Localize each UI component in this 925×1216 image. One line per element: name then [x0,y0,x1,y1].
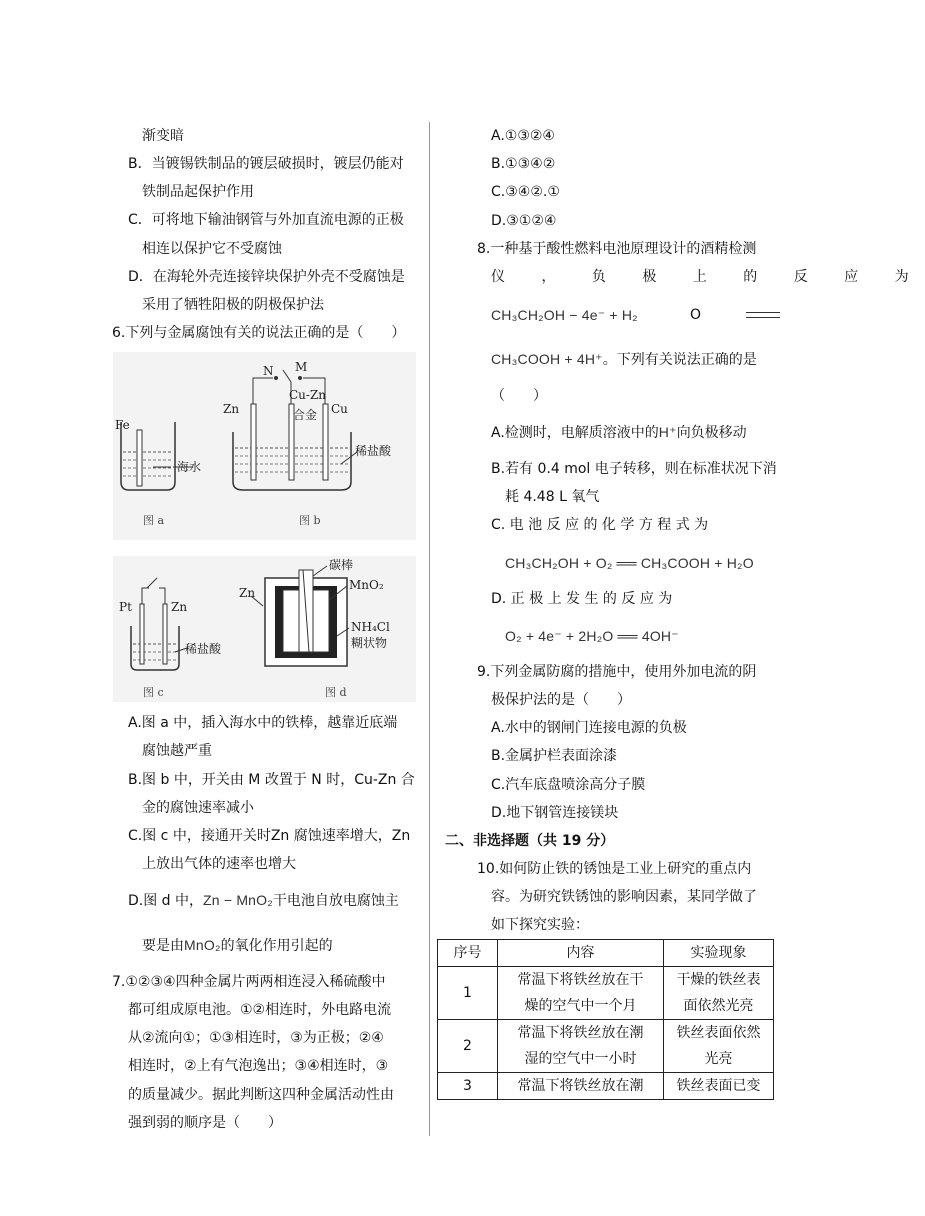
table-row [438,1073,774,1100]
text-line: 上放出气体的速率也增大 [142,856,296,872]
option-8b: B.若有 0.4 mol 电子转移，则在标准状况下消 [491,461,777,477]
cell-line: 光亮 [704,1051,733,1067]
option-7a: A.①③②④ [491,128,555,144]
section-heading: 二、非选择题（共 19 分） [445,833,615,849]
option-7b: B.①③④② [491,156,556,172]
text-line: 渐变暗 [142,128,184,144]
text-line: 采用了牺牲阳极的阴极保护法 [142,297,324,313]
option-8c: C. 电 池 反 应 的 化 学 方 程 式 为 [491,517,709,533]
text-line: 极保护法的是（ ） [491,692,631,708]
question-8: 8.一种基于酸性燃料电池原理设计的酒精检测 [477,241,757,257]
question-6: 6.下列与金属腐蚀有关的说法正确的是（ ） [112,325,406,341]
cell-line: 面依然光亮 [683,998,754,1014]
text-fragment: 向负极移动 [676,425,747,441]
column-divider [429,122,430,1136]
cell-content [498,1020,664,1073]
option-9d: D.地下钢管连接镁块 [491,805,619,821]
label-seawater: 海水 [177,460,202,474]
cell-no: 3 [438,1073,498,1100]
cell-no: 1 [438,967,498,1020]
label-acid-c: 稀盐酸 [185,642,222,656]
cell-line: 常温下将铁丝放在潮 [517,1078,644,1094]
cell-phenomenon [664,967,774,1020]
text-line: 的质量减少。据此判断这四种金属活动性由 [128,1087,394,1103]
formula: MnO₂ [184,937,221,953]
label-zn-c: Zn [171,600,188,614]
text-line: 都可组成原电池。①②相连时，外电路电流 [128,1002,392,1018]
label-cuzn: Cu-Zn [289,388,327,402]
cell-phenomenon [664,1020,774,1073]
question-7: 7.①②③④四种金属片两两相连浸入稀硫酸中 [112,974,386,990]
option-b: B．当镀锡铁制品的镀层破损时，镀层仍能对 [128,156,404,172]
text-line [491,349,757,370]
text-line: 强到弱的顺序是（ ） [128,1115,282,1131]
label-alloy: 合金 [293,408,318,422]
formula: Zn − MnO₂ [203,892,273,908]
label-carbon-rod: 碳棒 [329,558,354,572]
text-line: 从②流向①；①③相连时，③为正极；②④ [128,1030,384,1046]
formula: CH₃CH₂OH − 4e⁻ + H₂ [491,307,638,323]
text-fragment: D.图 d 中， [128,893,204,909]
option-8a [491,422,747,443]
question-10: 10.如何防止铁的锈蚀是工业上研究的重点内 [477,861,752,877]
cell-line: 常温下将铁丝放在干 [517,972,644,988]
text-fragment: 的氧化作用引起的 [220,938,333,954]
header-cell: 实验现象 [664,940,774,967]
cell-line: 湿的空气中一小时 [524,1051,637,1067]
header-cell: 内容 [498,940,664,967]
option-6c: C.图 c 中，接通开关时Zn 腐蚀速率增大，Zn [128,828,411,844]
label-pt: Pt [119,600,132,614]
table-row [438,967,774,1020]
text-line: 相连时，②上有气泡逸出；③④相连时，③ [128,1058,389,1074]
figure-cd [113,556,416,702]
cell-content [498,1073,664,1100]
caption-d: 图 d [325,686,347,699]
label-acid: 稀盐酸 [355,444,392,458]
option-c: C．可将地下输油钢管与外加直流电源的正极 [128,212,404,228]
option-7c: C.③④②.① [491,184,560,200]
text-line: 如下探究实验： [491,917,589,933]
label-paste: 糊状物 [351,636,388,650]
label-n: N [263,364,274,378]
question-9: 9.下列金属防腐的措施中，使用外加电流的阴 [477,664,757,680]
caption-b: 图 b [299,514,321,527]
cell-line: 燥的空气中一个月 [524,998,637,1014]
text-line: 铁制品起保护作用 [142,184,254,200]
experiment-table [437,939,774,1100]
text-line: 相连以保护它不受腐蚀 [142,241,282,257]
label-m: M [295,360,308,374]
table-row [438,1020,774,1073]
formula-o: O [690,307,702,323]
cell-no: 2 [438,1020,498,1073]
text-line [142,935,333,956]
option-6b: B.图 b 中，开关由 M 改置于 N 时，Cu-Zn 合 [128,772,415,788]
label-zn: Zn [223,402,240,416]
text-line: 金的腐蚀速率减小 [142,800,254,816]
label-nh4cl: NH₄Cl [351,620,390,634]
text-line: 耗 4.48 L 氧气 [505,489,600,505]
figure-ab [113,352,416,540]
label-mno2: MnO₂ [349,578,384,592]
text-fragment: A.检测时，电解质溶液中的 [491,425,659,441]
option-d: D．在海轮外壳连接锌块保护外壳不受腐蚀是 [128,269,405,285]
cell-line: 铁丝表面已变 [676,1078,761,1094]
text-fragment: 干电池自放电腐蚀主 [272,893,399,909]
option-7d: D.③①②④ [491,213,557,229]
header-cell: 序号 [438,940,498,967]
formula: O₂ + 4e⁻ + 2H₂O ══ 4OH⁻ [505,628,679,644]
cell-content [498,967,664,1020]
option-9c: C.汽车底盘喷涂高分子膜 [491,777,646,793]
option-6d [128,890,399,911]
text-line: 腐蚀越严重 [142,743,212,759]
formula: H⁺ [658,424,677,440]
cell-line: 干燥的铁丝表 [676,972,761,988]
label-zn-d: Zn [239,586,256,600]
label-fe: Fe [115,418,130,432]
cell-phenomenon [664,1073,774,1100]
option-9a: A.水中的钢闸门连接电源的负极 [491,720,687,736]
table-header-row [438,940,774,967]
option-8d: D. 正 极 上 发 生 的 反 应 为 [491,591,673,607]
text-fragment: 要是由 [142,938,184,954]
option-6a: A.图 a 中，插入海水中的铁棒，越靠近底端 [128,715,398,731]
caption-a: 图 a [143,514,165,527]
caption-c: 图 c [143,686,164,699]
cell-line: 铁丝表面依然 [676,1025,761,1041]
text-line: 容。为研究铁锈蚀的影响因素，某同学做了 [491,889,757,905]
text-fragment: 。下列有关说法正确的是 [602,352,757,368]
equals-sign [746,305,780,325]
option-9b: B.金属护栏表面涂漆 [491,748,618,764]
label-cu: Cu [331,402,348,416]
cell-line: 常温下将铁丝放在潮 [517,1025,644,1041]
text-line: （ ） [491,388,547,404]
text-line: 仪 ， 负 极 上 的 反 应 为 [491,269,925,285]
formula: CH₃COOH + 4H⁺ [491,351,603,367]
formula: CH₃CH₂OH + O₂ ══ CH₃COOH + H₂O [505,555,754,571]
